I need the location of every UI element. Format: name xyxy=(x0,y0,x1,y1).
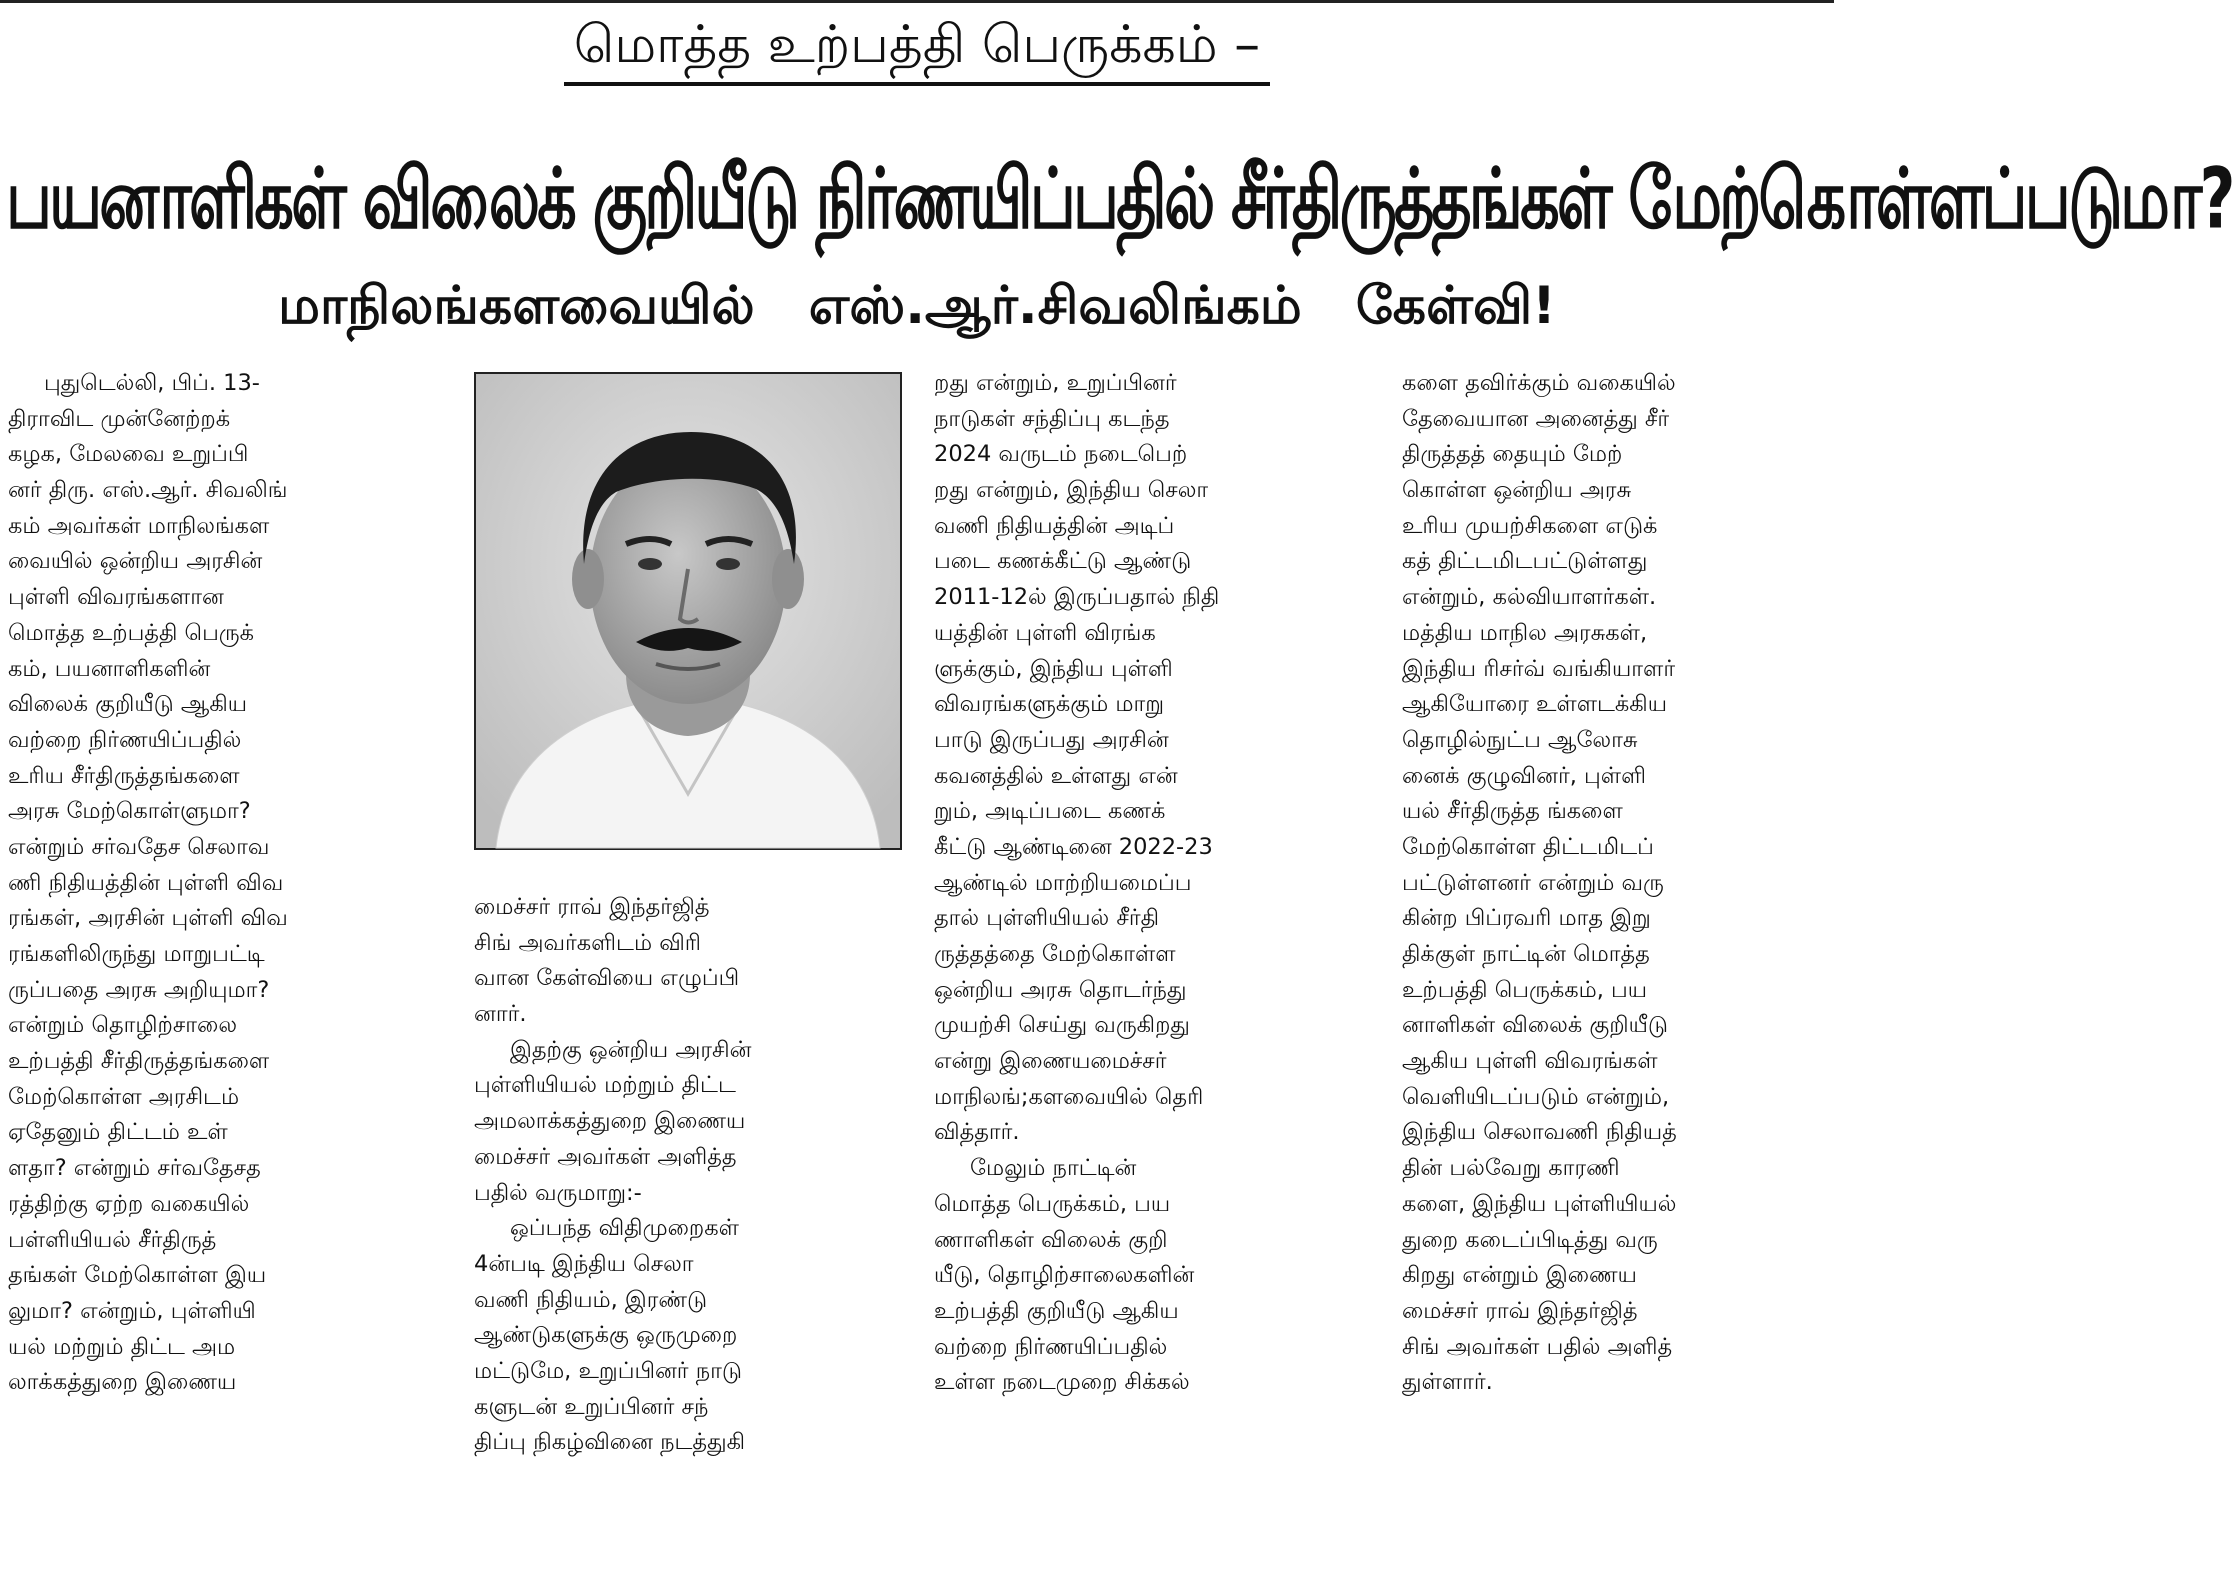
article-line: களை, இந்திய புள்ளியியல் xyxy=(1402,1190,1677,1217)
article-line: கத் திட்டமிடபட்டுள்ளது xyxy=(1402,548,1648,575)
article-line: தொழில்நுட்ப ஆலோசு xyxy=(1402,726,1638,753)
article-line: 4ன்படி இந்திய செலா xyxy=(474,1250,694,1277)
article-line: பதில் வருமாறு:- xyxy=(474,1179,642,1206)
article-line: புதுடெல்லி, பிப். 13- xyxy=(44,370,260,396)
article-line: என்றும் தொழிற்சாலை xyxy=(8,1012,238,1039)
article-line: உள்ள நடைமுறை சிக்கல் xyxy=(934,1369,1190,1396)
article-line: பள்ளியியல் சீர்திருத் xyxy=(8,1226,217,1253)
article-line: கீட்டு ஆண்டினை 2022-23 xyxy=(934,833,1213,860)
article-column-3 xyxy=(934,366,1364,1401)
article-line: திப்பு நிகழ்வினை நடத்துகி xyxy=(474,1429,746,1456)
article-line: கின்ற பிப்ரவரி மாத இறு xyxy=(1402,905,1651,932)
article-line: ஏதேனும் திட்டம் உள் xyxy=(8,1119,228,1146)
article-line: கம் அவர்கள் மாநிலங்கள xyxy=(8,512,270,539)
article-line: லாக்கத்துறை இணைய xyxy=(8,1369,237,1396)
article-line: மொத்த உற்பத்தி பெருக் xyxy=(8,619,255,646)
portrait-photo xyxy=(474,372,902,850)
article-line: மேற்கொள்ள திட்டமிடப் xyxy=(1402,833,1654,860)
article-line: வணி நிதியம், இரண்டு xyxy=(474,1286,708,1313)
article-line: என்று இணையமைச்சர் xyxy=(934,1048,1167,1075)
article-line: 2011-12ல் இருப்பதால் நிதி xyxy=(934,584,1220,611)
article-line: பாடு இருப்பது அரசின் xyxy=(934,726,1169,753)
article-line: களுடன் உறுப்பினர் சந் xyxy=(474,1393,709,1420)
article-line: திக்குள் நாட்டின் மொத்த xyxy=(1402,941,1650,967)
article-line: முயற்சி செய்து வருகிறது xyxy=(934,1012,1190,1039)
article-line: உரிய முயற்சிகளை எடுக் xyxy=(1402,512,1658,539)
article-line: தங்கள் மேற்கொள்ள இய xyxy=(8,1262,267,1289)
article-line: உற்பத்தி குறியீடு ஆகிய xyxy=(934,1297,1179,1324)
article-line: என்றும், கல்வியாளர்கள். xyxy=(1402,584,1657,611)
article-line: உரிய சீர்திருத்தங்களை xyxy=(8,762,240,789)
article-line: ரங்கள், அரசின் புள்ளி விவ xyxy=(8,905,288,932)
portrait-illustration xyxy=(476,374,900,848)
article-line: இந்திய செலாவணி நிதியத் xyxy=(1402,1119,1677,1146)
article-line: படை கணக்கீட்டு ஆண்டு xyxy=(934,548,1192,575)
article-line: கவனத்தில் உள்ளது என் xyxy=(934,762,1178,789)
article-line: திருத்தத் தையும் மேற் xyxy=(1402,441,1623,468)
article-line: இந்திய ரிசர்வ் வங்கியாளர் xyxy=(1402,655,1676,682)
article-line: வற்றை நிர்ணயிப்பதில் xyxy=(934,1333,1168,1360)
article-line: வையில் ஒன்றிய அரசின் xyxy=(8,548,263,575)
article-line: ணாளிகள் விலைக் குறி xyxy=(934,1226,1168,1253)
article-line: பட்டுள்ளனர் என்றும் வரு xyxy=(1402,869,1664,896)
article-line: கிறது என்றும் இணைய xyxy=(1402,1262,1637,1289)
article-line: மைச்சர் அவர்கள் அளித்த xyxy=(474,1143,737,1170)
article-line: லுமா? என்றும், புள்ளியி xyxy=(8,1297,256,1324)
article-line: ணி நிதியத்தின் புள்ளி விவ xyxy=(8,869,284,896)
article-column-4 xyxy=(1402,366,1830,1401)
article-line: றும், அடிப்படை கணக் xyxy=(934,798,1166,825)
article-line: மட்டுமே, உறுப்பினர் நாடு xyxy=(474,1357,742,1384)
kicker-text: மொத்த உற்பத்தி பெருக்கம் – xyxy=(564,12,1270,86)
article-line: விவரங்களுக்கும் மாறு xyxy=(934,691,1165,718)
article-line: வணி நிதியத்தின் அடிப் xyxy=(934,512,1175,539)
article-line: கொள்ள ஒன்றிய அரசு xyxy=(1402,477,1632,504)
article-line: மைச்சர் ராவ் இந்தர்ஜித் xyxy=(1402,1297,1638,1324)
article-line: துறை கடைப்பிடித்து வரு xyxy=(1402,1226,1658,1253)
article-line: கம், பயனாளிகளின் xyxy=(8,655,211,682)
article-line: கழக, மேலவை உறுப்பி xyxy=(8,441,249,468)
article-line: மாநிலங்;களவையில் தெரி xyxy=(934,1083,1204,1110)
article-line: நாடுகள் சந்திப்பு கடந்த xyxy=(934,405,1170,432)
article-line: யல் மற்றும் திட்ட அம xyxy=(8,1333,236,1360)
article-line: அமலாக்கத்துறை இணைய xyxy=(474,1108,746,1135)
article-line: வெளியிடப்படும் என்றும், xyxy=(1402,1083,1670,1110)
article-line: உற்பத்தி பெருக்கம், பய xyxy=(1402,976,1648,1003)
article-line: உற்பத்தி சீர்திருத்தங்களை xyxy=(8,1048,270,1075)
article-line: மொத்த பெருக்கம், பய xyxy=(934,1190,1171,1217)
article-line: மைச்சர் ராவ் இந்தர்ஜித் xyxy=(474,894,710,920)
article-line: தேவையான அனைத்து சீர் xyxy=(1402,405,1670,432)
article-line: ருப்பதை அரசு அறியுமா? xyxy=(8,976,270,1003)
article-line: யல் சீர்திருத்த ங்களை xyxy=(1402,798,1623,825)
subheadline: மாநிலங்களவையில் எஸ்.ஆர்.சிவலிங்கம் கேள்வி! xyxy=(278,276,1556,336)
article-column-1 xyxy=(8,366,438,1401)
article-line: ஆகியோரை உள்ளடக்கிய xyxy=(1402,691,1668,718)
article-line: ஆகிய புள்ளி விவரங்கள் xyxy=(1402,1048,1658,1075)
article-line: விலைக் குறியீடு ஆகிய xyxy=(8,691,248,718)
article-line: துள்ளார். xyxy=(1402,1369,1493,1396)
article-line: வற்றை நிர்ணயிப்பதில் xyxy=(8,726,242,753)
article-line: களை தவிர்க்கும் வகையில் xyxy=(1402,370,1676,396)
article-line: யத்தின் புள்ளி விரங்க xyxy=(934,619,1156,646)
article-line: ளுக்கும், இந்திய புள்ளி xyxy=(934,655,1173,682)
article-line: னார். xyxy=(474,1001,527,1028)
article-line: திராவிட முன்னேற்றக் xyxy=(8,405,231,432)
top-rule xyxy=(0,0,1834,3)
article-line: னாளிகள் விலைக் குறியீடு xyxy=(1402,1012,1669,1039)
article-line: வித்தார். xyxy=(934,1119,1020,1146)
article-line: புள்ளி விவரங்களான xyxy=(8,584,224,611)
article-line: புள்ளியியல் மற்றும் திட்ட xyxy=(474,1072,736,1099)
article-line: என்றும் சர்வதேச செலாவ xyxy=(8,833,270,860)
article-line: ருத்தத்தை மேற்கொள்ள xyxy=(934,941,1176,967)
article-line: ஒப்பந்த விதிமுறைகள் xyxy=(510,1215,739,1242)
article-line: மேற்கொள்ள அரசிடம் xyxy=(8,1083,240,1110)
article-line: அரசு மேற்கொள்ளுமா? xyxy=(8,798,251,825)
article-line: ரங்களிலிருந்து மாறுபட்டி xyxy=(8,941,265,967)
article-line: னைக் குழுவினர், புள்ளி xyxy=(1402,762,1646,789)
article-line: ரத்திற்கு ஏற்ற வகையில் xyxy=(8,1190,250,1217)
article-line: வான கேள்வியை எழுப்பி xyxy=(474,965,740,992)
article-line: சிங் அவர்கள் பதில் அளித் xyxy=(1402,1333,1673,1360)
article-line: ஆண்டுகளுக்கு ஒருமுறை xyxy=(474,1322,738,1349)
article-column-2 xyxy=(474,890,904,1461)
article-line: 2024 வருடம் நடைபெற் xyxy=(934,441,1188,468)
article-line: தின் பல்வேறு காரணி xyxy=(1402,1155,1620,1182)
article-line: மேலும் நாட்டின் xyxy=(970,1155,1137,1182)
article-line: யீடு, தொழிற்சாலைகளின் xyxy=(934,1262,1195,1289)
article-line: றது என்றும், உறுப்பினர் xyxy=(934,370,1177,396)
article-line: மத்திய மாநில அரசுகள், xyxy=(1402,619,1648,646)
article-line: ஒன்றிய அரசு தொடர்ந்து xyxy=(934,976,1187,1003)
kicker xyxy=(0,12,1834,86)
article-line: றது என்றும், இந்திய செலா xyxy=(934,477,1209,504)
article-line: சிங் அவர்களிடம் விரி xyxy=(474,929,701,956)
article-line: இதற்கு ஒன்றிய அரசின் xyxy=(510,1036,752,1063)
headline: பயனாளிகள் விலைக் குறியீடு நிர்ணயிப்பதில் சீர்திருத்தங்கள் மேற்கொள்ளப்படுமா? xyxy=(6,149,2232,248)
article-line: ஆண்டில் மாற்றியமைப்ப xyxy=(934,869,1192,896)
article-line: தால் புள்ளியியல் சீர்தி xyxy=(934,905,1160,932)
article-line: னர் திரு. எஸ்.ஆர். சிவலிங் xyxy=(8,477,288,504)
article-line: ளதா? என்றும் சர்வதேசத xyxy=(8,1155,261,1182)
